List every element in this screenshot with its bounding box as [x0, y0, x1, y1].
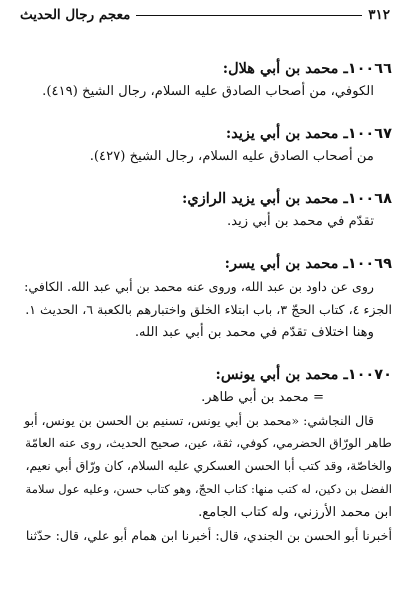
entry-heading: ١٠٠٦٦ـ محمد بن أبي هلال: [222, 60, 392, 77]
header-rule [136, 15, 362, 16]
equivalence-line: = محمد بن أبي طاهر. [201, 390, 324, 405]
entry-text-line: والخاصّة، وقد كتب أبا الحسن العسكري عليه السلام، كان ورّاق أبي نعيم، [25, 459, 392, 473]
entry-number: ١٠٠٦٦ [347, 61, 392, 77]
entry [20, 58, 392, 103]
entry-heading: ١٠٠٦٧ـ محمد بن أبي يزيد: [225, 125, 392, 142]
entry-text-line: الكوفي، من أصحاب الصادق عليه السلام، رجال الشيخ (٤١٩). [42, 84, 374, 99]
entry-heading: ١٠٠٦٩ـ محمد بن أبي يسر: [224, 255, 392, 272]
entry-number: ١٠٠٦٧ [347, 126, 392, 142]
entry [20, 123, 392, 168]
entry-text-line: وهنا اختلاف تقدّم في محمد بن أبي عبد الله. [134, 325, 374, 340]
entry-name: محمد بن أبي يزيد: [225, 125, 339, 142]
entries-list [20, 58, 392, 547]
entry-heading: ١٠٠٧٠ـ محمد بن أبي يونس: [215, 366, 392, 383]
entry-text-line: من أصحاب الصادق عليه السلام، رجال الشيخ (٤٢٧). [89, 149, 374, 164]
entry [20, 188, 392, 233]
entry-text-line: ابن محمد الأرزني، وله كتاب الجامع. [198, 505, 392, 520]
entry-text-line: تقدّم في محمد بن أبي زيد. [227, 214, 374, 229]
entry-text-line: الفضل بن دكين، له كتب منها: كتاب الحجّ، وهو كتاب حسن، وعليه عول سلامة [25, 482, 392, 496]
entry-name: محمد بن أبي هلال: [222, 60, 339, 77]
entry-text-line: أخبرنا أبو الحسن بن الجندي، قال: أخبرنا ابن همام أبو علي، قال: حدّثنا [25, 528, 392, 543]
entry-heading: ١٠٠٦٨ـ محمد بن أبي يزيد الرازي: [182, 190, 392, 207]
entry-text-line: طاهر الورّاق الحضرمي، كوفي، ثقة، عين، صحيح الحديث، روى عنه العامّة [25, 436, 392, 450]
running-header [20, 4, 390, 26]
entry-text-line: روى عن داود بن عبد الله، وروى عنه محمد بن أبي عبد الله. الكافي: [24, 279, 374, 294]
entry-name: محمد بن أبي يسر: [224, 255, 339, 272]
entry-number: ١٠٠٦٨ [347, 191, 392, 207]
book-title: معجم رجال الحديث [20, 7, 131, 23]
entry-name: محمد بن أبي يونس: [215, 366, 339, 383]
entry-name: محمد بن أبي يزيد الرازي: [182, 190, 339, 207]
entry [20, 364, 392, 547]
entry-number: ١٠٠٦٩ [347, 256, 392, 272]
page-number: ٣١٢ [368, 7, 390, 23]
entry-text-line: الجزء ٤، كتاب الحجّ ٣، باب ابتلاء الخلق واختبارهم بالكعبة ٦، الحديث ١. [25, 302, 392, 317]
entry-text-line: قال النجاشي: «محمد بن أبي يونس، تسنيم بن الحسن بن يونس، أبو [24, 413, 374, 428]
entry [20, 253, 392, 344]
entry-number: ١٠٠٧٠ [347, 367, 392, 383]
